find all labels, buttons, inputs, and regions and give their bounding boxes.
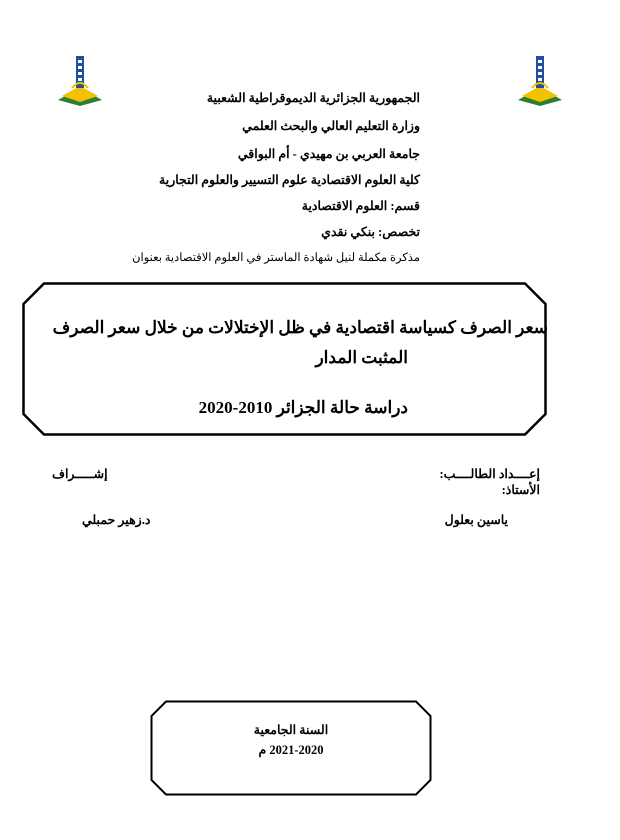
department-heading: قسم: العلوم الاقتصادية: [301, 199, 420, 213]
university-heading: جامعة العربي بن مهيدي - أم البواقي: [237, 147, 420, 161]
supervisor-name: د.زهير حمبلي: [82, 513, 151, 527]
thesis-title-line2: المثبت المدار: [315, 348, 408, 367]
academic-year-value: 2021-2020 م: [258, 743, 324, 757]
student-name: ياسين بعلول: [444, 513, 508, 527]
university-logo-left-icon: [50, 48, 110, 108]
academic-year-label: السنة الجامعية: [253, 723, 329, 737]
republic-heading: الجمهورية الجزائرية الديموقراطية الشعبية: [206, 91, 420, 105]
student-label: إعــــداد الطالــــب:: [439, 467, 540, 481]
ministry-heading: وزارة التعليم العالي والبحث العلمي: [242, 119, 420, 133]
specialty-heading: تخصص: بنكي نقدي: [321, 225, 420, 239]
supervisor-label: إشـــــراف: [52, 467, 108, 481]
professor-label: الأستاذ:: [501, 483, 540, 497]
university-logo-right-icon: [510, 48, 570, 108]
thesis-subtitle: دراسة حالة الجزائر 2010-2020: [198, 398, 408, 417]
thesis-title-line1: سعر الصرف كسياسة اقتصادية في ظل الإختلالات من خلال سعر الصرف: [52, 318, 548, 337]
faculty-heading: كلية العلوم الاقتصادية علوم التسيير والعلوم التجارية: [159, 173, 420, 187]
memo-description: مذكرة مكملة لنيل شهادة الماستر في العلوم الاقتصادية بعنوان: [132, 252, 420, 264]
